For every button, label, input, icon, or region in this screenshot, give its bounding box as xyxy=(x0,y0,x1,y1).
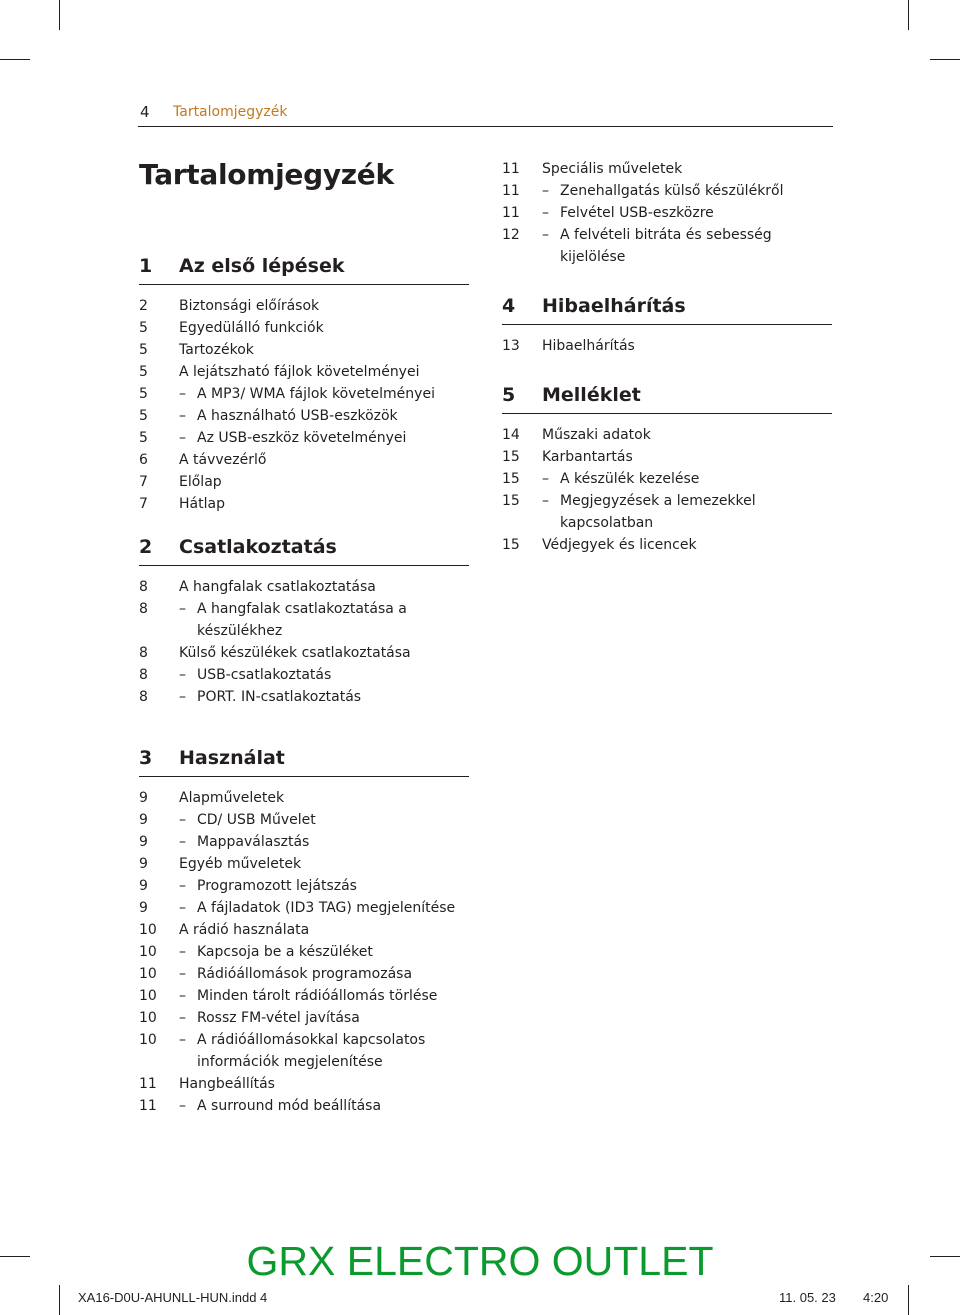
entry-page-number: 5 xyxy=(139,430,148,446)
toc-entry[interactable] xyxy=(139,642,469,664)
toc-section xyxy=(139,250,469,515)
section-heading xyxy=(139,742,469,777)
entry-page-number: 11 xyxy=(139,1076,157,1092)
crop-mark xyxy=(0,59,30,60)
toc-section xyxy=(502,158,832,268)
entry-text: A távvezérlő xyxy=(179,452,267,468)
entry-page-number: 9 xyxy=(139,790,148,806)
entry-page-number: 9 xyxy=(139,878,148,894)
toc-entry[interactable] xyxy=(139,493,469,515)
entry-text: – A MP3/ WMA fájlok követelményei xyxy=(179,383,469,405)
entry-text: – A rádióállomásokkal kapcsolatos információk megjelenítése xyxy=(179,1029,469,1073)
toc-entry[interactable] xyxy=(502,158,832,180)
toc-entry[interactable] xyxy=(139,471,469,493)
entry-text: – Minden tárolt rádióállomás törlése xyxy=(179,985,469,1007)
slug-time: 4:20 xyxy=(863,1290,889,1305)
entry-text: Előlap xyxy=(179,474,222,490)
running-title: Tartalomjegyzék xyxy=(173,104,288,120)
toc-entry[interactable] xyxy=(139,853,469,875)
toc-subentry[interactable] xyxy=(139,941,469,963)
slug-date: 11. 05. 23 xyxy=(779,1290,836,1305)
entry-page-number: 15 xyxy=(502,537,520,553)
section-title: Használat xyxy=(179,747,285,769)
section-heading xyxy=(139,250,469,285)
entry-page-number: 5 xyxy=(139,386,148,402)
entry-page-number: 5 xyxy=(139,320,148,336)
entry-page-number: 7 xyxy=(139,474,148,490)
crop-mark xyxy=(908,1285,909,1315)
section-title: Csatlakoztatás xyxy=(179,536,337,558)
entry-text: – A surround mód beállítása xyxy=(179,1095,469,1117)
toc-subentry[interactable] xyxy=(139,664,469,686)
entry-text: Hibaelhárítás xyxy=(542,338,635,354)
section-number: 1 xyxy=(139,255,153,277)
toc-subentry[interactable] xyxy=(139,686,469,708)
entry-text: Hangbeállítás xyxy=(179,1076,275,1092)
entry-text: – A felvételi bitráta és sebesség kijelölése xyxy=(542,224,832,268)
entry-text: Egyéb műveletek xyxy=(179,856,302,872)
toc-entry[interactable] xyxy=(502,534,832,556)
entry-page-number: 7 xyxy=(139,496,148,512)
toc-subentry[interactable] xyxy=(139,1029,469,1073)
crop-mark xyxy=(930,59,960,60)
entry-page-number: 5 xyxy=(139,408,148,424)
toc-entry[interactable] xyxy=(139,361,469,383)
toc-subentry[interactable] xyxy=(139,809,469,831)
entry-text: – A fájladatok (ID3 TAG) megjelenítése xyxy=(179,897,469,919)
entry-text: – Zenehallgatás külső készülékről xyxy=(542,180,832,202)
entry-page-number: 10 xyxy=(139,966,157,982)
section-number: 5 xyxy=(502,384,516,406)
crop-mark xyxy=(59,1285,60,1315)
toc-subentry[interactable] xyxy=(139,963,469,985)
toc-subentry[interactable] xyxy=(502,490,832,534)
toc-subentry[interactable] xyxy=(139,875,469,897)
brand-watermark: GRX ELECTRO OUTLET xyxy=(246,1238,714,1284)
entry-text: Biztonsági előírások xyxy=(179,298,320,314)
entry-page-number: 15 xyxy=(502,449,520,465)
toc-subentry[interactable] xyxy=(139,1007,469,1029)
section-title: Hibaelhárítás xyxy=(542,295,686,317)
entry-text: Védjegyek és licencek xyxy=(542,537,697,553)
toc-subentry[interactable] xyxy=(502,202,832,224)
entry-text: Tartozékok xyxy=(179,342,254,358)
entry-text: – Kapcsoja be a készüléket xyxy=(179,941,469,963)
toc-subentry[interactable] xyxy=(139,405,469,427)
toc-entry[interactable] xyxy=(139,1073,469,1095)
entry-text: A hangfalak csatlakoztatása xyxy=(179,579,376,595)
entry-page-number: 5 xyxy=(139,342,148,358)
section-title: Az első lépések xyxy=(179,255,345,277)
page-title: Tartalomjegyzék xyxy=(139,158,394,191)
toc-right-column xyxy=(502,158,832,556)
entry-page-number: 12 xyxy=(502,227,520,243)
entry-text: – Rossz FM-vétel javítása xyxy=(179,1007,469,1029)
toc-entry[interactable] xyxy=(502,424,832,446)
entry-text: Egyedülálló funkciók xyxy=(179,320,324,336)
entry-text: Hátlap xyxy=(179,496,225,512)
toc-left-column xyxy=(139,250,469,1117)
entry-page-number: 9 xyxy=(139,856,148,872)
entry-page-number: 10 xyxy=(139,988,157,1004)
entry-page-number: 9 xyxy=(139,812,148,828)
toc-subentry[interactable] xyxy=(139,383,469,405)
entry-page-number: 8 xyxy=(139,645,148,661)
entry-text: A lejátszható fájlok követelményei xyxy=(179,364,420,380)
entry-page-number: 14 xyxy=(502,427,520,443)
slug-file: XA16-D0U-AHUNLL-HUN.indd 4 xyxy=(78,1290,268,1305)
entry-page-number: 10 xyxy=(139,1032,157,1048)
entry-page-number: 13 xyxy=(502,338,520,354)
toc-section xyxy=(139,742,469,1117)
section-number: 4 xyxy=(502,295,516,317)
entry-text: Külső készülékek csatlakoztatása xyxy=(179,645,411,661)
entry-page-number: 15 xyxy=(502,493,520,509)
toc-subentry[interactable] xyxy=(502,180,832,202)
toc-subentry[interactable] xyxy=(139,1095,469,1117)
entry-text: – Megjegyzések a lemezekkel kapcsolatban xyxy=(542,490,832,534)
section-title: Melléklet xyxy=(542,384,641,406)
entry-page-number: 9 xyxy=(139,834,148,850)
entry-page-number: 8 xyxy=(139,689,148,705)
entry-page-number: 11 xyxy=(139,1098,157,1114)
toc-subentry[interactable] xyxy=(139,598,469,642)
entry-page-number: 10 xyxy=(139,1010,157,1026)
entry-page-number: 8 xyxy=(139,667,148,683)
crop-mark xyxy=(908,0,909,30)
entry-text: Műszaki adatok xyxy=(542,427,651,443)
entry-text: – Rádióállomások programozása xyxy=(179,963,469,985)
toc-entry[interactable] xyxy=(139,317,469,339)
entry-text: – Az USB-eszköz követelményei xyxy=(179,427,469,449)
section-heading xyxy=(502,379,832,414)
entry-text: – USB-csatlakoztatás xyxy=(179,664,469,686)
toc-entry[interactable] xyxy=(139,576,469,598)
running-header xyxy=(138,100,833,127)
entry-page-number: 2 xyxy=(139,298,148,314)
entry-text: Speciális műveletek xyxy=(542,161,683,177)
entry-text: – A használható USB-eszközök xyxy=(179,405,469,427)
toc-subentry[interactable] xyxy=(139,831,469,853)
entry-text: – CD/ USB Művelet xyxy=(179,809,469,831)
section-number: 3 xyxy=(139,747,153,769)
toc-subentry[interactable] xyxy=(139,897,469,919)
entry-page-number: 10 xyxy=(139,922,157,938)
entry-text: – Felvétel USB-eszközre xyxy=(542,202,832,224)
toc-entry[interactable] xyxy=(139,295,469,317)
section-heading xyxy=(139,531,469,566)
entry-page-number: 11 xyxy=(502,205,520,221)
toc-section xyxy=(502,379,832,556)
entry-page-number: 11 xyxy=(502,161,520,177)
toc-entry[interactable] xyxy=(502,446,832,468)
toc-subentry[interactable] xyxy=(139,427,469,449)
crop-mark xyxy=(59,0,60,30)
entry-text: – A hangfalak csatlakoztatása a készülékhez xyxy=(179,598,469,642)
entry-text: Alapműveletek xyxy=(179,790,285,806)
entry-text: A rádió használata xyxy=(179,922,310,938)
entry-page-number: 11 xyxy=(502,183,520,199)
entry-text: – A készülék kezelése xyxy=(542,468,832,490)
section-number: 2 xyxy=(139,536,153,558)
toc-entry[interactable] xyxy=(139,919,469,941)
toc-entry[interactable] xyxy=(502,335,832,357)
entry-page-number: 10 xyxy=(139,944,157,960)
entry-page-number: 8 xyxy=(139,601,148,617)
toc-section xyxy=(502,290,832,357)
entry-page-number: 15 xyxy=(502,471,520,487)
entry-text: – PORT. IN-csatlakoztatás xyxy=(179,686,469,708)
toc-subentry[interactable] xyxy=(502,224,832,268)
page-number: 4 xyxy=(140,103,150,121)
entry-page-number: 8 xyxy=(139,579,148,595)
entry-text: Karbantartás xyxy=(542,449,633,465)
entry-page-number: 6 xyxy=(139,452,148,468)
entry-text: – Programozott lejátszás xyxy=(179,875,469,897)
toc-subentry[interactable] xyxy=(502,468,832,490)
entry-page-number: 9 xyxy=(139,900,148,916)
entry-page-number: 5 xyxy=(139,364,148,380)
entry-text: – Mappaválasztás xyxy=(179,831,469,853)
toc-entry[interactable] xyxy=(139,339,469,361)
toc-section xyxy=(139,531,469,708)
toc-entry[interactable] xyxy=(139,449,469,471)
toc-subentry[interactable] xyxy=(139,985,469,1007)
toc-entry[interactable] xyxy=(139,787,469,809)
section-heading xyxy=(502,290,832,325)
